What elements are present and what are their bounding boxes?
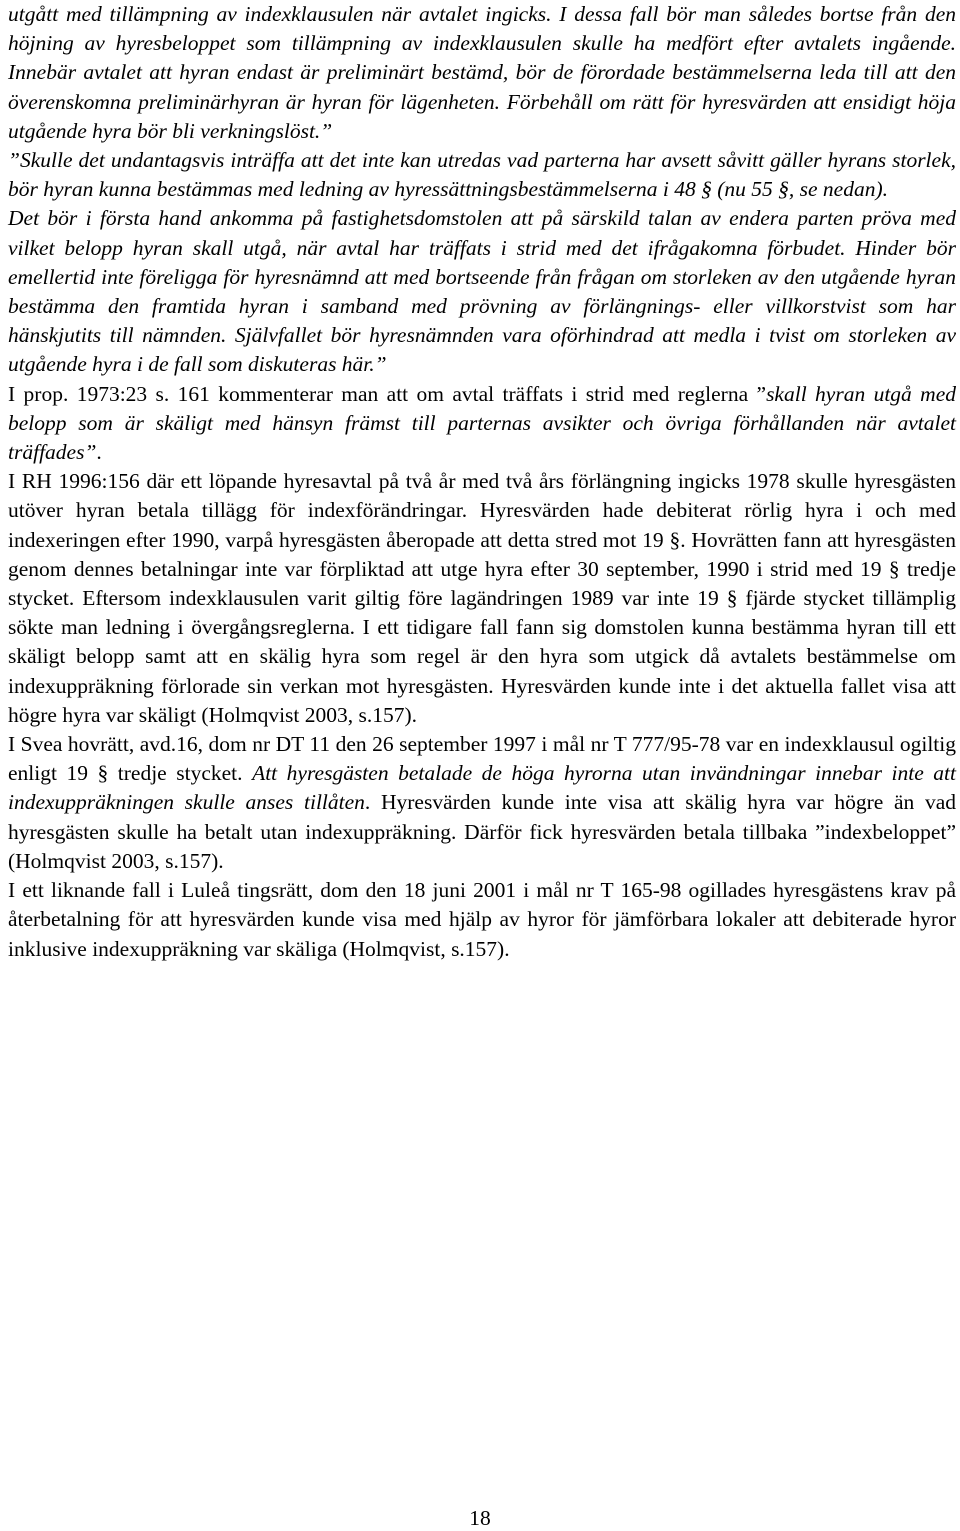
document-page [8, 0, 956, 964]
paragraph-quote-hyrans-storlek: ”Skulle det undantagsvis inträffa att det inte kan utredas vad parterna har avsett såvitt gäller hyrans storlek, bör hyran kunna bestämmas med ledning av hyressättningsbestämmelserna i 48 § (nu 55 §, se nedan). [8, 148, 956, 202]
paragraph-svea-lead: I Svea hovrätt, avd.16, dom nr DT 11 den 26 september 1997 i mål nr T 777/95-78 var en indexklausul ogiltig enligt 19 § tredje stycket. [8, 732, 956, 786]
paragraph-prop-1973 [8, 380, 956, 468]
paragraph-rh-1996: I RH 1996:156 där ett löpande hyresavtal på två år med två års förlängning ingicks 1978 skulle hyresgästen utöver hyran betala tillägg för indexförändringar. Hyresvärden hade debiterat rörlig hyra i och med indexeringen efter 1990, varpå hyresgästen åberopade att detta stred mot 19 §. Hovrätten fann att hyresgästen genom dennes betalningar inte var förpliktad att utge hyra efter 30 september, 1990 i strid med 19 § tredje stycket. Eftersom indexklausulen varit giltig före lagändringen 1989 var inte 19 § fjärde stycket tillämplig sökte man ledning i övergångsreglerna. I ett tidigare fall fann sig domstolen kunna bestämma hyran till ett skäligt belopp samt att en skälig hyra som regel är den hyra som utgick då avtalets bestämmelse om indexuppräkning förlorade sin verkan mot hyresgästen. Hyresvärden kunde inte i det aktuella fallet visa att högre hyra var skäligt (Holmqvist 2003, s.157). [8, 469, 956, 727]
page-number: 18 [469, 1506, 491, 1530]
paragraph-svea-end: . Hyresvärden kunde inte visa att skälig hyra var högre än vad hyresgästen skulle ha betalt utan indexuppräkning. Därför fick hyresvärden betala tillbaka ”indexbeloppet” (Holmqvist 2003, s.157). [8, 790, 957, 873]
paragraph-quote-continuation: utgått med tillämpning av indexklausulen när avtalet ingicks. I dessa fall bör man således bortse från den höjning av hyresbeloppet som tillämpning av indexklausulen skulle ha medfört efter avtalets ingående. Innebär avtalet att hyran endast är preliminärt bestämd, bör de förordade bestämmelserna leda till att den överenskomna preliminärhyran är hyran för lägenheten. Förbehåll om rätt för hyresvärden att ensidigt höja utgående hyra bör bli verkningslöst.” [8, 2, 956, 143]
paragraph-prop-1973-lead: I prop. 1973:23 s. 161 kommenterar man att om avtal träffats i strid med reglerna ” [8, 381, 767, 406]
paragraph-prop-1973-quote: skall hyran utgå med belopp som är skäligt med hänsyn främst till parternas avsikter och övriga förhållanden när avtalet träffades” [8, 381, 956, 465]
paragraph-lulea-tingsratt: I ett liknande fall i Luleå tingsrätt, dom den 18 juni 2001 i mål nr T 165-98 ogillades hyresgästens krav på återbetalning för att hyresvärden kunde visa med hjälp av hyror för jämförbara lokaler att debiterade hyror inklusive indexuppräkning var skäliga (Holmqvist, s.157). [8, 878, 956, 961]
paragraph-svea-quote: Att hyresgästen betalade de höga hyrorna utan invändningar innebar inte att indexuppräkningen skulle anses tillåten [8, 761, 956, 815]
paragraph-quote-fastighetsdomstolen: Det bör i första hand ankomma på fastighetsdomstolen att på särskild talan av endera parten pröva med vilket belopp hyran skall utgå, när avtal har träffats i strid med det ifrågakomna förbudet. Hinder bör emellertid inte föreligga för hyresnämnd att med bortseende från frågan om storleken av den utgående hyran bestämma den framtida hyran i samband med prövning av förlängnings- eller villkorstvist som har hänskjutits till nämnden. Självfallet bör hyresnämnden vara oförhindrad att medla i tvist om storleken av utgående hyra i de fall som diskuteras här.” [8, 206, 956, 377]
paragraph-svea-hovratt [8, 730, 956, 876]
paragraph-prop-1973-end: . [96, 440, 102, 465]
